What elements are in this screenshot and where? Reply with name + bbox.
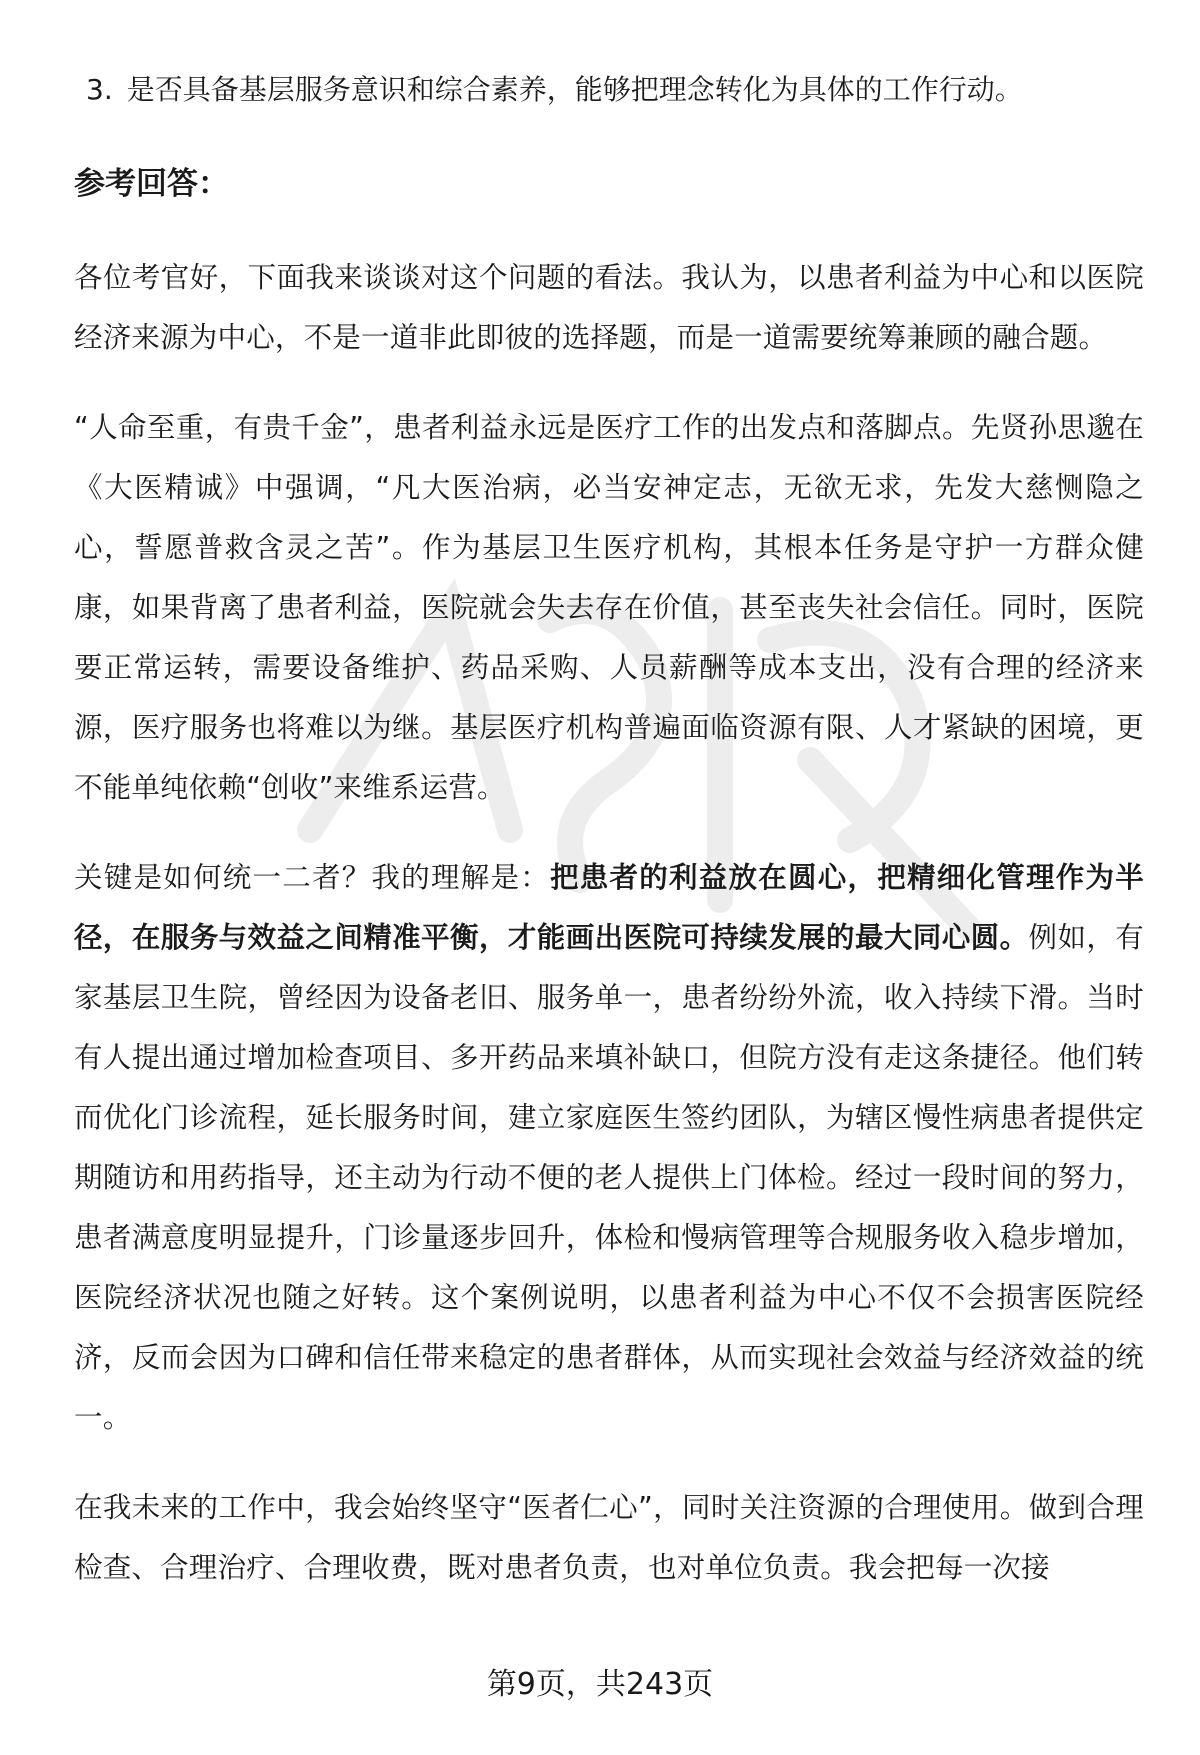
list-item-3 [74, 60, 1144, 120]
list-number: 3. [86, 73, 113, 106]
paragraph-opening: 各位考官好，下面我来谈谈对这个问题的看法。我认为，以患者利益为中心和以医院经济来源为中心，不是一道非此即彼的选择题，而是一道需要统筹兼顾的融合题。 [74, 261, 1144, 354]
page-number-footer: 第9页，共243页 [486, 1667, 714, 1702]
list-text: 是否具备基层服务意识和综合素养，能够把理念转化为具体的工作行动。 [126, 73, 1023, 106]
paragraph-lead-text: 关键是如何统一二者？我的理解是： [74, 861, 551, 894]
document-content [74, 60, 1144, 1628]
paragraph-bold-statement: 把患者的利益放在圆心，把精细化管理作为半径，在服务与效益之间精准平衡，才能画出医院可持续发展的最大同心圆。 [74, 861, 1144, 954]
paragraph-future-work: 在我未来的工作中，我会始终坚守“医者仁心”，同时关注资源的合理使用。做到合理检查、合理治疗、合理收费，既对患者负责，也对单位负责。我会把每一次接 [74, 1491, 1144, 1584]
paragraph-case-text: 例如，有家基层卫生院，曾经因为设备老旧、服务单一，患者纷纷外流，收入持续下滑。当时有人提出通过增加检查项目、多开药品来填补缺口，但院方没有走这条捷径。他们转而优化门诊流程，延长服务时间，建立家庭医生签约团队，为辖区慢性病患者提供定期随访和用药指导，还主动为行动不便的老人提供上门体检。经过一段时间的努力，患者满意度明显提升，门诊量逐步回升，体检和慢病管理等合规服务收入稳步增加，医院经济状况也随之好转。这个案例说明，以患者利益为中心不仅不会损害医院经济，反而会因为口碑和信任带来稳定的患者群体，从而实现社会效益与经济效益的统一。 [74, 921, 1144, 1434]
reference-answer-heading: 参考回答： [74, 166, 229, 202]
paragraph-key-unification [74, 848, 1144, 1448]
paragraph-patient-interest: “人命至重，有贵千金”，患者利益永远是医疗工作的出发点和落脚点。先贤孙思邈在《大医精诚》中强调，“凡大医治病，必当安神定志，无欲无求，先发大慈恻隐之心，誓愿普救含灵之苦”。作为基层卫生医疗机构，其根本任务是守护一方群众健康，如果背离了患者利益，医院就会失去存在价值，甚至丧失社会信任。同时，医院要正常运转，需要设备维护、药品采购、人员薪酬等成本支出，没有合理的经济来源，医疗服务也将难以为继。基层医疗机构普遍面临资源有限、人才紧缺的困境，更不能单纯依赖“创收”来维系运营。 [74, 411, 1144, 804]
